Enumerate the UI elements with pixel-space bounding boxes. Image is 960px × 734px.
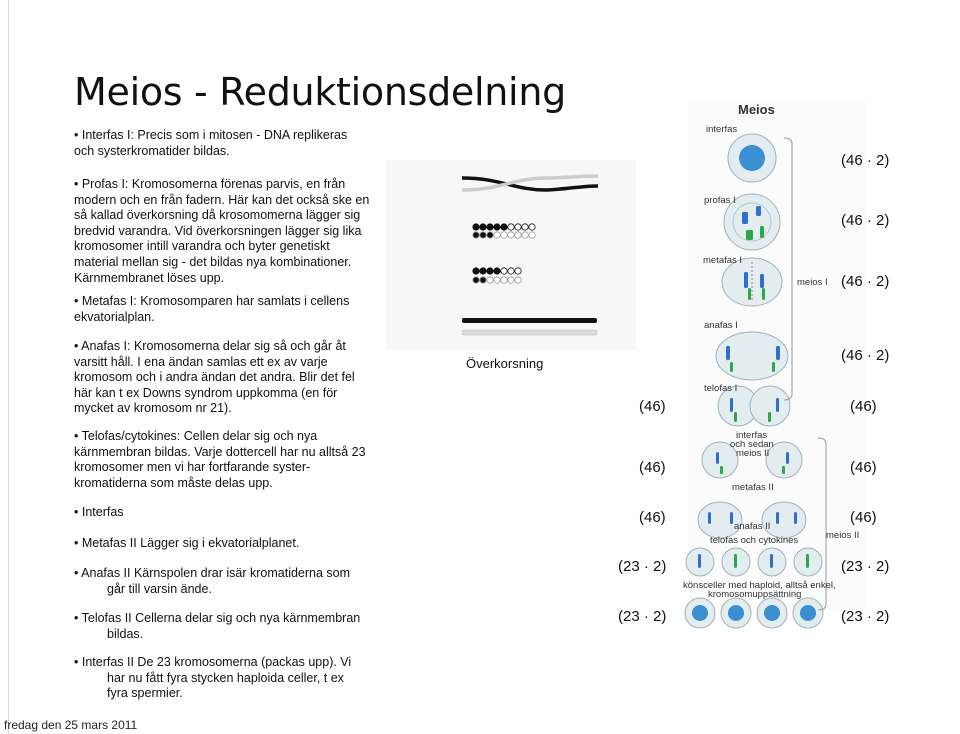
chromosome-mark [762, 288, 765, 300]
count-right-anafas1: (46 · 2) [841, 347, 890, 364]
count-right-anafas2: (23 · 2) [841, 558, 890, 575]
bullet-line: • Interfas [74, 505, 124, 519]
chromosome-mark [748, 288, 751, 300]
label-interfas-sedan-2: och sedan [730, 439, 774, 450]
bullet-line: • Anafas I: Kromosomerna delar sig så och går åt [74, 339, 346, 353]
chromosome-mark [734, 412, 737, 422]
count-left-anafas2: (23 · 2) [618, 558, 667, 575]
bullet-line: så kallad överkorsning då krosomomerna lägger sig [74, 208, 361, 223]
bullet-line: bredvid varandra. Vid överkorsningen lägger sig lika [74, 223, 362, 238]
chromosome-mark [794, 512, 797, 524]
chromosome-mark [730, 512, 733, 524]
chromosome-mark [768, 412, 771, 422]
chromosome-mark [760, 274, 764, 288]
bullet-line: Kärnmembranet löses upp. [74, 270, 225, 285]
label-profas1: profas I [704, 195, 736, 206]
gamete-nucleus [728, 605, 744, 621]
slide-title: Meios - Reduktionsdelning [74, 70, 566, 114]
label-meios2: meios II [826, 530, 860, 541]
label-metafas1: metafas I [703, 255, 743, 266]
count-right-telofas1: (46) [850, 398, 877, 415]
label-anafas1: anafas I [704, 320, 738, 331]
bullet-line: • Interfas II De 23 kromosomerna (packas upp). Vi [74, 655, 352, 669]
chromosome-mark [786, 452, 789, 464]
chromosome-mark [708, 512, 711, 524]
bullet-line: • Interfas I: Precis som i mitosen - DNA replikeras [74, 128, 348, 142]
anafas2-cell-right [762, 502, 806, 538]
gamete-chromosome [806, 554, 809, 568]
bullet-line: kromosomer intill varandra och byter genetiskt [74, 239, 330, 254]
chromosome-mark [730, 398, 733, 412]
count-right-interfas: (46 · 2) [841, 152, 890, 169]
label-metafas2: metafas II [732, 482, 774, 493]
chromosome-mark [760, 226, 764, 238]
bullet-line: varsitt håll. I ena ändan samlas ett ex av varje [74, 354, 328, 369]
label-telofas2: telofas och cytokines [710, 535, 799, 546]
count-left-telofas1: (46) [639, 398, 666, 415]
count-right-profas1: (46 · 2) [841, 212, 890, 229]
bullet-line: går till varsin ände. [107, 581, 212, 596]
bullet-line: • Telofas II Cellerna delar sig och nya kärnmembran [74, 611, 361, 625]
chromosome-mark [756, 206, 761, 216]
nucleus [739, 145, 765, 171]
bullet-line: • Profas I: Kromosomerna förenas parvis, en från [74, 177, 346, 191]
chromosome-mark [744, 272, 748, 288]
bullet-line: modern och en från fadern. Här kan det också ske en [74, 192, 370, 207]
label-gametes-1: könsceller med haploid, alltså enkel, [683, 580, 836, 591]
label-telofas1: telofas I [704, 383, 738, 394]
count-left-interfas2: (46) [639, 459, 666, 476]
count-left-metafas2: (46) [639, 509, 666, 526]
label-gametes-2: kromosomuppsättning [708, 589, 802, 600]
bullet-line: bildas. [107, 626, 144, 641]
count-left-telofas2: (23 · 2) [618, 608, 667, 625]
gamete-chromosome [734, 554, 737, 568]
diagram-heading: Meios [738, 102, 775, 117]
bullet-line: material mellan sig - det bildas nya kombinationer. [74, 254, 352, 269]
chromosome-mark [782, 466, 785, 474]
gamete-nucleus [764, 605, 780, 621]
label-interfas-sedan-3: meios II [736, 448, 770, 459]
bullet-line: • Metafas I: Kromosomparen har samlats i cellens [74, 294, 350, 308]
crossover-caption: Överkorsning [466, 356, 544, 371]
count-right-interfas2: (46) [850, 459, 877, 476]
bullet-line: kromosomer men vi har fortfarande syster- [74, 460, 311, 475]
chromosome-mark [726, 346, 730, 360]
bullet-line: och systerkromatider bildas. [74, 143, 230, 158]
label-meios1: meios I [797, 277, 828, 288]
bullet-line: kärnmembran bildas. Varje dottercell har nu alltså 23 [74, 444, 366, 459]
chromosome-mark [776, 346, 780, 360]
bullet-line: • Anafas II Kärnspolen drar isär kromatiderna som [74, 566, 351, 580]
gamete-chromosome [770, 554, 773, 568]
gamete-nucleus [692, 605, 708, 621]
chromosome-mark [742, 212, 748, 224]
count-right-telofas2: (23 · 2) [841, 608, 890, 625]
gamete-chromosome [698, 554, 701, 568]
label-interfas-sedan-1: interfas [736, 430, 768, 441]
bullet-line: har nu fått fyra stycken haploida celler, t ex [107, 670, 344, 685]
bullet-line: kromosom och i andra ändan det andra. Blir det fel [74, 370, 355, 385]
bullet-line: kromatiderna som måste delas upp. [74, 475, 273, 490]
label-anafas2: anafas II [734, 521, 771, 532]
bullet-line: • Telofas/cytokines: Cellen delar sig och nya [74, 429, 318, 443]
bullet-line: ekvatorialplan. [74, 309, 155, 324]
bullet-line: mycket av kromosom nr 21). [74, 401, 232, 416]
chromosome-mark [716, 452, 719, 464]
bullet-line: fyra spermier. [107, 686, 183, 701]
chromosome-mark [776, 398, 779, 412]
label-interfas: interfas [706, 124, 738, 135]
anafas2-cell-left [698, 502, 742, 538]
bullet-line: här kan t ex Downs syndrom uppkomma (en för [74, 385, 338, 400]
gamete-nucleus [800, 605, 816, 621]
count-right-metafas1: (46 · 2) [841, 273, 890, 290]
chromosome-mark [730, 362, 733, 372]
count-right-metafas2: (46) [850, 509, 877, 526]
chromosome-mark [776, 512, 779, 524]
bullet-line: • Metafas II Lägger sig i ekvatorialplanet. [74, 536, 300, 550]
chromosome-mark [746, 230, 753, 240]
chromosome-mark [772, 362, 775, 372]
chromosome-mark [720, 466, 723, 474]
footer-date: fredag den 25 mars 2011 [4, 718, 138, 732]
